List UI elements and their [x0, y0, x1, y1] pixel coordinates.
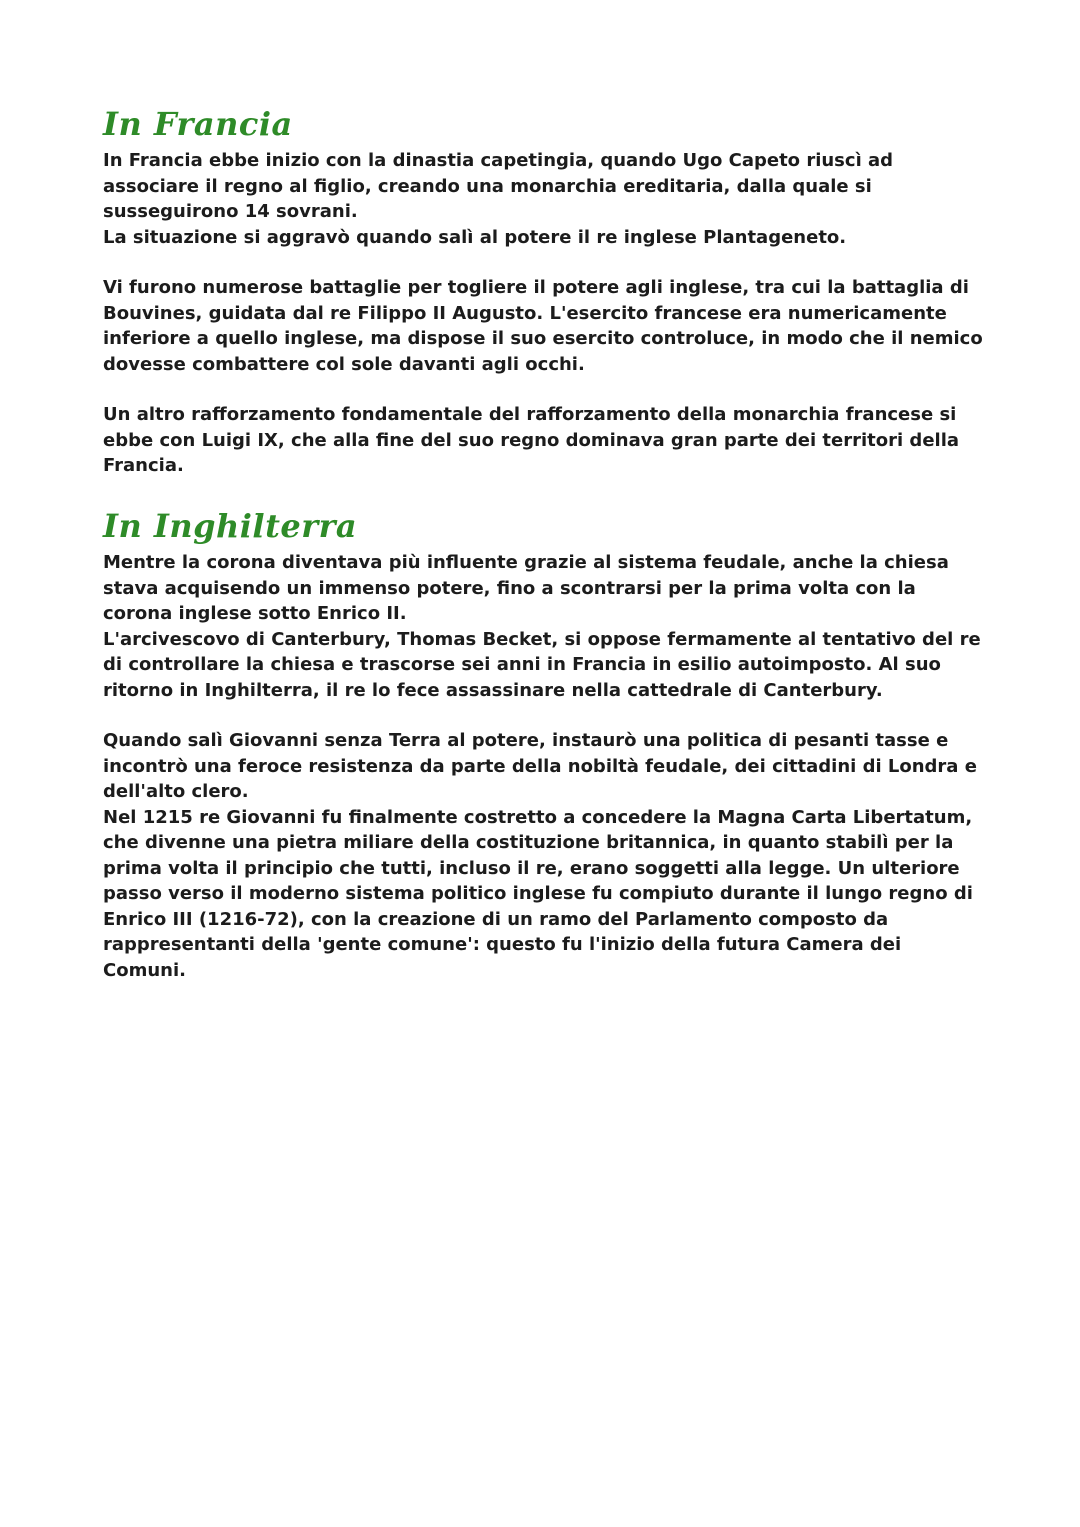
section-inghilterra [103, 506, 983, 983]
paragraph-inghilterra-3: Quando salì Giovanni senza Terra al potere, instaurò una politica di pesanti tasse e incontrò una feroce resistenza da parte della nobiltà feudale, dei cittadini di Londra e dell'alto clero. [103, 730, 977, 802]
paragraph-inghilterra-4: Nel 1215 re Giovanni fu finalmente costretto a concedere la Magna Carta Libertatum, che divenne una pietra miliare della costituzione britannica, in quanto stabilì per la prima volta il principio che tutti, incluso il re, erano soggetti alla legge. Un ulteriore passo verso il moderno sistema politico inglese fu compiuto durante il lungo regno di Enrico III (1216-72), con la creazione di un ramo del Parlamento composto da rappresentanti della 'gente comune': questo fu l'inizio della futura Camera dei Comuni. [103, 806, 973, 981]
paragraph-francia-2: La situazione si aggravò quando salì al potere il re inglese Plantageneto. [103, 226, 847, 248]
paragraph-gap [103, 703, 983, 728]
paragraph-inghilterra-1: Mentre la corona diventava più influente grazie al sistema feudale, anche la chiesa stava acquisendo un immenso potere, fino a scontrarsi per la prima volta con la corona inglese sotto Enrico II. [103, 552, 949, 624]
section-heading-francia: In Francia [103, 105, 293, 143]
section-francia [103, 104, 983, 479]
section-heading-inghilterra: In Inghilterra [103, 507, 358, 545]
paragraph-francia-1: In Francia ebbe inizio con la dinastia capetingia, quando Ugo Capeto riuscì ad associare il regno al figlio, creando una monarchia ereditaria, dalla quale si susseguirono 14 sovrani. [103, 150, 894, 222]
paragraph-inghilterra-2: L'arcivescovo di Canterbury, Thomas Becket, si oppose fermamente al tentativo del re di controllare la chiesa e trascorse sei anni in Francia in esilio autoimposto. Al suo ritorno in Inghilterra, il re lo fece assassinare nella cattedrale di Canterbury. [103, 628, 981, 701]
paragraph-gap [103, 377, 983, 402]
paragraph-gap [103, 250, 983, 275]
paragraph-francia-3: Vi furono numerose battaglie per togliere il potere agli inglese, tra cui la battaglia di Bouvines, guidata dal re Filippo II Augusto. L'esercito francese era numericamente inferiore a quello inglese, ma dispose il suo esercito controluce, in modo che il nemico dovesse combattere col sole davanti agli occhi. [103, 277, 983, 375]
paragraph-francia-4: Un altro rafforzamento fondamentale del rafforzamento della monarchia francese si ebbe con Luigi IX, che alla fine del suo regno dominava gran parte dei territori della Francia. [103, 404, 960, 476]
